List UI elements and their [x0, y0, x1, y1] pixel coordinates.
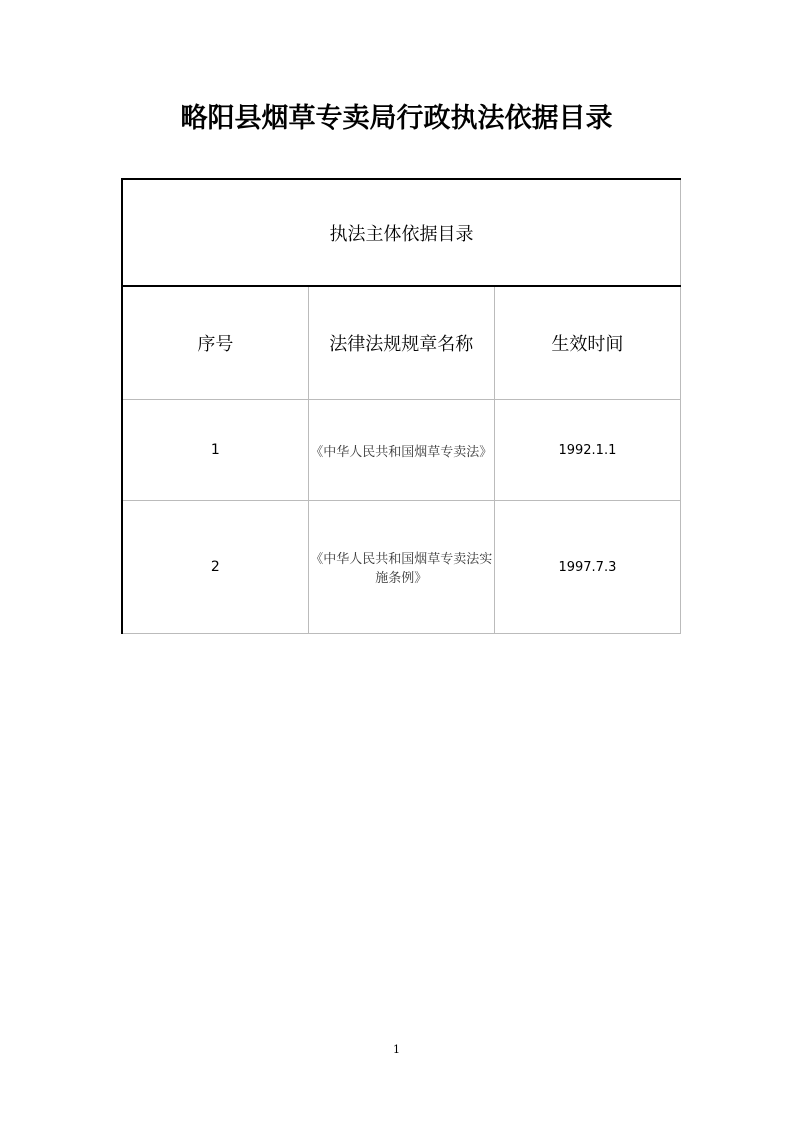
basis-table [121, 178, 681, 634]
table-row [122, 400, 681, 501]
row-law-name: 《中华人民共和国烟草专卖法实施条例》 [308, 501, 494, 634]
row-effective-date: 1997.7.3 [494, 501, 680, 634]
page-number: 1 [393, 1043, 400, 1056]
table-caption: 执法主体依据目录 [122, 179, 681, 286]
row-seq: 1 [122, 400, 308, 501]
basis-table-container [121, 178, 681, 632]
row-seq: 2 [122, 501, 308, 634]
header-seq: 序号 [122, 286, 308, 400]
document-title: 略阳县烟草专卖局行政执法依据目录 [180, 103, 613, 134]
table-caption-row [122, 179, 681, 286]
row-law-name: 《中华人民共和国烟草专卖法》 [308, 400, 494, 501]
header-name: 法律法规规章名称 [308, 286, 494, 400]
table-row [122, 501, 681, 634]
row-effective-date: 1992.1.1 [494, 400, 680, 501]
table-header-row [122, 286, 681, 400]
header-date: 生效时间 [494, 286, 680, 400]
